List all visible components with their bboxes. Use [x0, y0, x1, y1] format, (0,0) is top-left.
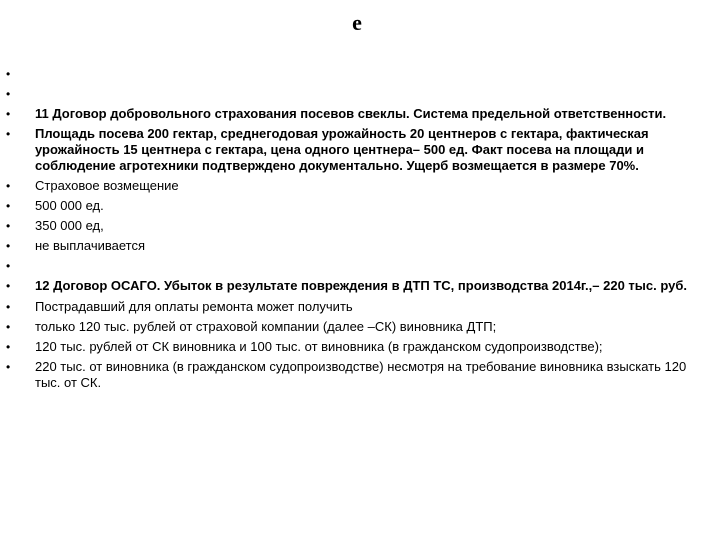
answer-option: 220 тыс. от виновника (в гражданском судопроизводстве) несмотря на требование виновника взыскать 120 тыс. от СК. [35, 359, 687, 390]
question-12-prompt: Пострадавший для оплаты ремонта может получить [35, 299, 353, 314]
bullet-icon: • [6, 279, 11, 293]
list-item [0, 126, 714, 174]
bullet-icon: • [6, 199, 11, 213]
bullet-icon: • [6, 127, 11, 141]
list-item [0, 86, 714, 102]
bullet-icon: • [6, 239, 11, 253]
list-item [0, 238, 714, 254]
list-item [0, 339, 714, 355]
bullet-icon: • [6, 219, 11, 233]
bullet-icon: • [6, 320, 11, 334]
list-item [0, 106, 714, 122]
list-item [0, 359, 714, 391]
bullet-icon: • [6, 340, 11, 354]
bullet-list [0, 66, 714, 395]
bullet-icon: • [6, 67, 11, 81]
answer-option: не выплачивается [35, 238, 146, 253]
list-item [0, 66, 714, 82]
list-item [0, 319, 714, 335]
question-11-conditions: Площадь посева 200 гектар, среднегодовая урожайность 20 центнеров с гектара, фактическая урожайность 15 центнера с гектара, цена одного центнера– 500 ед. Факт посева на площади и соблюдение агротехники подтверждено документально. Ущерб возмещается в размере 70%. [35, 126, 649, 173]
list-item [0, 278, 714, 294]
answer-option: 350 000 ед, [35, 218, 104, 233]
bullet-icon: • [6, 107, 11, 121]
answer-option: 120 тыс. рублей от СК виновника и 100 тыс. от виновника (в гражданском судопроизводстве); [35, 339, 603, 354]
bullet-icon: • [6, 179, 11, 193]
list-item [0, 218, 714, 234]
answer-option: только 120 тыс. рублей от страховой компании (далее –СК) виновника ДТП; [35, 319, 497, 334]
bullet-icon: • [6, 87, 11, 101]
question-11-prompt: Страховое возмещение [35, 178, 179, 193]
list-item [0, 258, 714, 274]
bullet-icon: • [6, 259, 11, 273]
bullet-icon: • [6, 360, 11, 374]
list-item [0, 178, 714, 194]
answer-option: 500 000 ед. [35, 198, 104, 213]
question-11-heading: 11 Договор добровольного страхования посевов свеклы. Система предельной ответственности. [35, 106, 667, 121]
bullet-icon: • [6, 300, 11, 314]
list-item [0, 299, 714, 315]
question-12-heading: 12 Договор ОСАГО. Убыток в результате повреждения в ДТП ТС, производства 2014г.,– 220 тыс. руб. [35, 278, 687, 293]
slide-title: е [352, 10, 362, 35]
list-item [0, 198, 714, 214]
